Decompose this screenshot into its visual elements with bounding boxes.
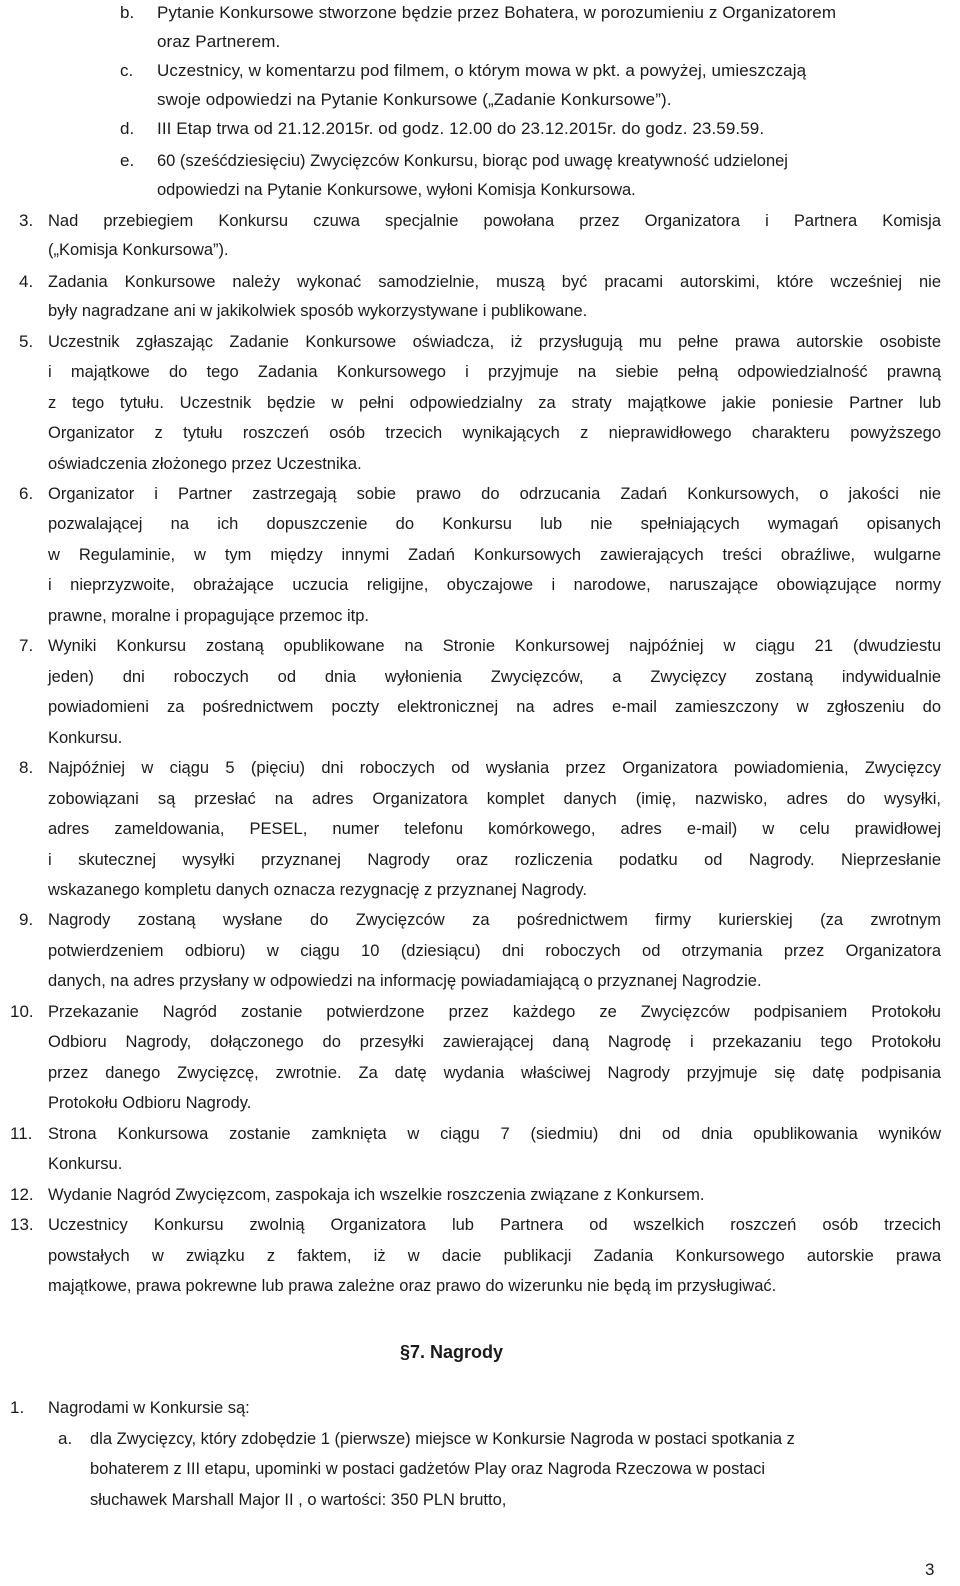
item-d-line-1: III Etap trwa od 21.12.2015r. od godz. 12.00 do 23.12.2015r. do godz. 23.59.59.	[157, 119, 765, 138]
item-8-line-4: i skutecznej wysyłki przyznanej Nagrody oraz rozliczenia podatku od Nagrody. Nieprzesłanie	[48, 851, 941, 869]
item-10-line-4: Protokołu Odbioru Nagrody.	[48, 1094, 252, 1112]
list-marker-7: 7.	[19, 636, 34, 655]
item-3-line-1: Nad przebiegiem Konkursu czuwa specjalnie powołana przez Organizatora i Partnera Komisja	[48, 212, 941, 230]
item-6-line-1: Organizator i Partner zastrzegają sobie prawo do odrzucania Zadań Konkursowych, o jakości nie	[48, 485, 941, 503]
item-10-line-1: Przekazanie Nagród zostanie potwierdzone przez każdego ze Zwycięzców podpisaniem Protokołu	[48, 1003, 941, 1021]
item-9-line-3: danych, na adres przysłany w odpowiedzi na informację powiadamiającą o przyznanej Nagrodzie.	[48, 972, 762, 990]
item-c-line-2: swoje odpowiedzi na Pytanie Konkursowe („Zadanie Konkursowe”).	[157, 90, 672, 109]
item-b-line-2: oraz Partnerem.	[157, 32, 281, 51]
item-e-line-2: odpowiedzi na Pytanie Konkursowe, wyłoni Komisja Konkursowa.	[157, 181, 636, 199]
item-11-line-1: Strona Konkursowa zostanie zamknięta w ciągu 7 (siedmiu) dni od dnia opublikowania wyników	[48, 1125, 941, 1143]
list-marker-4: 4.	[19, 272, 34, 291]
page-number: 3	[925, 1560, 935, 1579]
s7-item-a-line-2: bohaterem z III etapu, upominki w postaci gadżetów Play oraz Nagroda Rzeczowa w postaci	[90, 1460, 766, 1478]
item-5-line-2: i majątkowe do tego Zadania Konkursowego i przyjmuje na siebie pełną odpowiedzialność prawną	[48, 363, 941, 381]
item-4-line-1: Zadania Konkursowe należy wykonać samodzielnie, muszą być pracami autorskimi, które wcześniej nie	[48, 273, 941, 291]
item-3-line-2: („Komisja Konkursowa”).	[48, 241, 229, 259]
item-5-line-1: Uczestnik zgłaszając Zadanie Konkursowe oświadcza, iż przysługują mu pełne prawa autorskie osobiste	[48, 333, 941, 351]
list-marker-d: d.	[120, 119, 135, 138]
item-5-line-5: oświadczenia złożonego przez Uczestnika.	[48, 455, 362, 473]
s7-item-a-line-1: dla Zwycięzcy, który zdobędzie 1 (pierwsze) miejsce w Konkursie Nagroda w postaci spotkania z	[90, 1430, 795, 1448]
s7-list-marker-1: 1.	[10, 1398, 25, 1417]
list-marker-3: 3.	[19, 211, 34, 230]
item-5-line-4: Organizator z tytułu roszczeń osób trzecich wynikających z nieprawidłowego charakteru powyższego	[48, 424, 941, 442]
item-6-line-3: w Regulaminie, w tym między innymi Zadań Konkursowych zawierających treści obraźliwe, wulgarne	[48, 546, 941, 564]
item-8-line-5: wskazanego kompletu danych oznacza rezygnację z przyznanej Nagrody.	[48, 881, 587, 899]
item-13-line-1: Uczestnicy Konkursu zwolnią Organizatora lub Partnera od wszelkich roszczeń osób trzecich	[48, 1216, 941, 1234]
item-6-line-5: prawne, moralne i propagujące przemoc itp.	[48, 607, 370, 625]
item-7-line-4: Konkursu.	[48, 729, 123, 747]
list-marker-10: 10.	[10, 1002, 34, 1021]
list-marker-11: 11.	[10, 1124, 33, 1143]
list-marker-8: 8.	[19, 758, 34, 777]
item-9-line-1: Nagrody zostaną wysłane do Zwycięzców za pośrednictwem firmy kurierskiej (za zwrotnym	[48, 911, 941, 929]
list-marker-e: e.	[120, 151, 135, 170]
item-8-line-2: zobowiązani są przesłać na adres Organizatora komplet danych (imię, nazwisko, adres do wysyłki,	[48, 790, 941, 808]
item-e-line-1: 60 (sześćdziesięciu) Zwycięzców Konkursu, biorąc pod uwagę kreatywność udzielonej	[157, 152, 788, 170]
item-7-line-2: jeden) dni roboczych od dnia wyłonienia Zwycięzców, a Zwycięzcy zostaną indywidualnie	[48, 668, 941, 686]
list-marker-12: 12.	[10, 1185, 34, 1204]
s7-item-1-line-1: Nagrodami w Konkursie są:	[48, 1399, 250, 1417]
item-5-line-3: z tego tytułu. Uczestnik będzie w pełni odpowiedzialny za straty majątkowe jakie poniesie Partner lub	[48, 394, 941, 412]
item-8-line-3: adres zameldowania, PESEL, numer telefonu komórkowego, adres e-mail) w celu prawidłowej	[48, 820, 941, 838]
item-c-line-1: Uczestnicy, w komentarzu pod filmem, o którym mowa w pkt. a powyżej, umieszczają	[157, 61, 807, 80]
section-heading: §7. Nagrody	[400, 1342, 504, 1362]
list-marker-5: 5.	[19, 332, 34, 351]
item-8-line-1: Najpóźniej w ciągu 5 (pięciu) dni roboczych od wysłania przez Organizatora powiadomienia, Zwycięzcy	[48, 759, 941, 777]
item-12-line-1: Wydanie Nagród Zwycięzcom, zaspokaja ich wszelkie roszczenia związane z Konkursem.	[48, 1186, 705, 1204]
list-marker-6: 6.	[19, 484, 34, 503]
item-11-line-2: Konkursu.	[48, 1155, 123, 1173]
item-4-line-2: były nagradzane ani w jakikolwiek sposób wykorzystywane i publikowane.	[48, 302, 588, 320]
item-9-line-2: potwierdzeniem odbioru) w ciągu 10 (dziesiącu) dni roboczych od otrzymania przez Organizatora	[48, 942, 941, 960]
list-marker-13: 13.	[10, 1215, 34, 1234]
list-marker-9: 9.	[19, 910, 34, 929]
item-b-line-1: Pytanie Konkursowe stworzone będzie przez Bohatera, w porozumieniu z Organizatorem	[157, 3, 837, 22]
item-10-line-2: Odbioru Nagrody, dołączonego do przesyłki zawierającej daną Nagrodę i przekazaniu tego Protokołu	[48, 1033, 941, 1051]
item-10-line-3: przez danego Zwycięzcę, zwrotnie. Za datę wydania właściwej Nagrody przyjmuje się datę podpisania	[48, 1064, 941, 1082]
item-13-line-3: majątkowe, prawa pokrewne lub prawa zależne oraz prawo do wizerunku nie będą im przysługiwać.	[48, 1277, 777, 1295]
item-7-line-1: Wyniki Konkursu zostaną opublikowane na Stronie Konkursowej najpóźniej w ciągu 21 (dwudziestu	[48, 637, 941, 655]
item-6-line-2: pozwalającej na ich dopuszczenie do Konkursu lub nie spełniających wymagań opisanych	[48, 515, 941, 533]
s7-list-marker-a: a.	[58, 1429, 73, 1448]
item-13-line-2: powstałych w związku z faktem, iż w dacie publikacji Zadania Konkursowego autorskie prawa	[48, 1247, 941, 1265]
list-marker-b: b.	[120, 3, 135, 22]
s7-item-a-line-3: słuchawek Marshall Major II , o wartości: 350 PLN brutto,	[90, 1491, 507, 1509]
list-marker-c: c.	[120, 61, 134, 80]
item-7-line-3: powiadomieni za pośrednictwem poczty elektronicznej na adres e-mail zamieszczony w zgłoszeniu do	[48, 698, 941, 716]
item-6-line-4: i nieprzyzwoite, obrażające uczucia religijne, obyczajowe i narodowe, naruszające obowiązujące normy	[48, 576, 941, 594]
